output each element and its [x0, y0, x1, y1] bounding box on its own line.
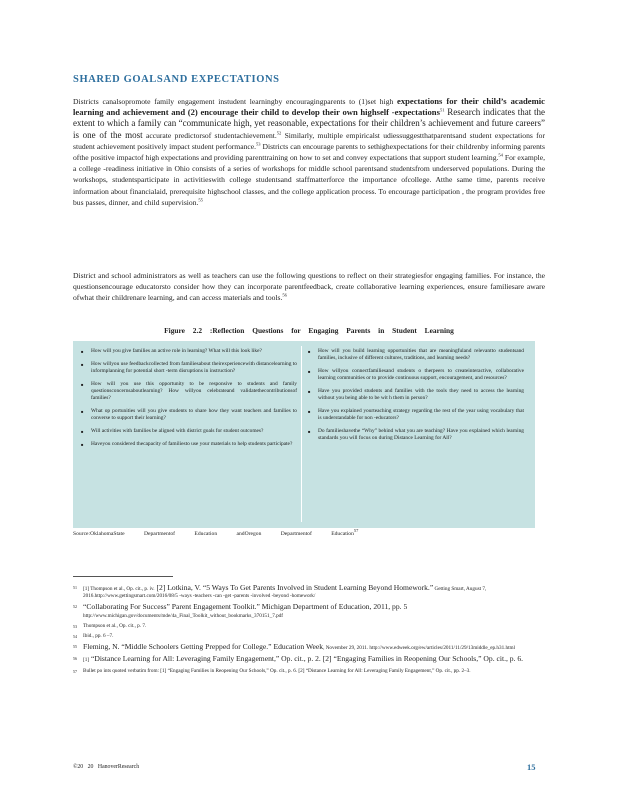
- question-item: ■ Have you explained yourteaching strategy regarding the rest of the year using vocabulary that is understandable for non -educators?: [306, 408, 524, 422]
- footnote: [73, 603, 545, 619]
- question-item: ■ How willyou use feedbackcollected from familiesabout theirexperiencewith distancelearning to informplanning for potential short -term disruptions in instruction?: [79, 361, 297, 375]
- footnote: [73, 655, 545, 664]
- paragraph-administrators: [73, 270, 545, 304]
- paragraph-lead: Districts canalsopromote family engagement instudent learningby encouragingparents to (1)set high: [73, 97, 394, 106]
- paragraph-empirical-studies: Similarly, multiple empiricalst udiessuggestthatparentsand student expectations for student achievement positively impact student performance.: [73, 130, 545, 151]
- paragraph-expectations: [73, 96, 545, 208]
- footnote-number: 51: [73, 585, 77, 590]
- question-item: ■ How will you give families an active role in learning? What will this look like?: [79, 348, 297, 355]
- bold-expectations-line-2: their own highself -expectations: [322, 107, 440, 118]
- footnote: [73, 633, 545, 640]
- figure-source-text: Source:OklahomaState Departmentof Education andOregon Departmentof Education: [73, 531, 354, 537]
- footnote-link[interactable]: http://www.michigan.gov/documents/mde/4a_Final_Toolkit_without_bookmarks_370151_7.pdf: [83, 612, 284, 619]
- figure-source: [73, 528, 545, 537]
- question-item: ■ How willyou connectfamiliesand students o therpeers to createinteractive, collaborative learning communities or to provide continuous support, encouragement, and resources?: [306, 368, 524, 382]
- bold-expectations-line-1: expectations for their child’s academic learning and achievement and (2) encourage their child to develop: [73, 96, 545, 118]
- question-item: ■ Will activities with families be aligned with district goals for student outcomes?: [79, 428, 297, 435]
- question-item: ■ Do familieshavethe “Why” behind what you are teaching? Have you explained which learning standards you will focus on during Distance Learning for All?: [306, 428, 524, 442]
- page-number: 15: [527, 762, 536, 772]
- paragraph-predictors: accurate predictorsof studentachievement.: [145, 130, 277, 140]
- footnote-text-large: “Collaborating For Success” Parent Engagement Toolkit.” Michigan Department of Education, 2011, pp. 5: [83, 602, 408, 612]
- reflection-questions-box: [73, 341, 535, 528]
- footnote: [73, 623, 545, 630]
- paragraph-ohio-example: For example, a college -readiness initiative in Ohio consists of a series of workshops for middle school parentsand studentsfrom underserved populations. During the workshops, studentsparticipate in activitieswith college studentsand staffmatterforce the importance ofcollege. Atthe same time, parents receive information about financialaid, prerequisite highschool classes, and the college application process. To encourage participation , the program provides free bus passes, dinner, and child supervision.: [73, 153, 546, 207]
- footnote-number: 52: [73, 604, 77, 610]
- footer-copyright: ©20 20 HanoverResearch: [73, 764, 140, 770]
- footnote-ref-56: 56: [282, 292, 287, 298]
- paragraph-administrators-text: District and school administrators as well as teachers can use the following questions to reflect on their strategiesfor engaging families. For instance, the questionsencourage educatorsto consider how they can incorporate parentfeedback, create collaborative learning experiences, ensure familiesare aware ofwhat their childrenare learning, and can access materials and tools.: [73, 271, 545, 303]
- questions-right-column: [306, 348, 524, 448]
- footnote-ref-52: 52: [276, 130, 282, 136]
- section-heading: SHARED GOALSAND EXPECTATIONS: [73, 74, 280, 85]
- footnote-text-large: [2] Lotkina, V. “5 Ways To Get Parents Involved in Student Learning Beyond Homework.”: [154, 583, 434, 592]
- footnote-link[interactable]: Getting Smart, August 7, 2016.http://www.gettingsmart.com/2016/08/5 -ways -teachers -can -get -parents -involved -beyond -homework/: [83, 586, 487, 600]
- question-item: ■ How will you build learning opportunities that are meaningfuland relevantto studentsand families, inclusive of different cultures, traditions, and learning needs?: [306, 348, 524, 362]
- footnotes-list: [73, 584, 545, 678]
- footnote-text-large: “Distance Learning for All: Leveraging Family Engagement,” Op. cit., p. 2. [2] “Engaging Families in Reopening Our Schools,” Op. cit., p. 6.: [89, 654, 524, 664]
- footnote: [73, 584, 545, 600]
- figure-title: Figure 2.2 :Reflection Questions for Engaging Parents in Student Learning: [164, 326, 454, 335]
- footnote-number: 53: [73, 623, 77, 629]
- footnote-number: 55: [73, 644, 77, 650]
- footnote-ref-54: 54: [498, 152, 503, 158]
- footnote-text: Bullet po ints quoted verbatim from: [1] “Engaging Families in Reopening Our Schools,” Op. cit., p. 6. [2] “Distance Learning for All: Leveraging Family Engagement,” Op. cit., pp. 2–3.: [83, 667, 471, 674]
- footnote-number: 54: [73, 634, 77, 640]
- footnote-text: Thompson et al., Op. cit., p. 7.: [83, 622, 147, 629]
- footnote-ref-53: 53: [256, 141, 261, 147]
- footnote-number: 57: [73, 668, 77, 674]
- paragraph-research-sentence: Research indicates that the extent to which a family can “communicate high, yet reasonable, expectations for their children’s achievement and future careers” is one of the most: [73, 107, 545, 140]
- footnote: [73, 643, 545, 652]
- footnote-link[interactable]: , November 29, 2011. http://www.edweek.org/ew/articles/2011/11/29/13middle_ep.h31.html: [323, 645, 515, 652]
- footnote: [73, 668, 545, 675]
- footnote-text: [1]: [83, 657, 90, 664]
- footnote-ref-57: 57: [353, 528, 359, 534]
- questions-left-column: [79, 348, 297, 454]
- footnote-text: [1] Thompson et al., Op. cit., p. iv.: [83, 586, 155, 592]
- footnote-ref-51: 51: [439, 107, 445, 113]
- footnote-text: Ibid., pp. 6 –7.: [83, 633, 114, 640]
- paragraph-districts-encourage: Districts can encourage parents to sethighexpectations for their childrenby informing parents ofthe positive impactof high expectations and providing parenttraining on how to set and convey expectations that support student learning.: [73, 141, 545, 163]
- question-item: ■ How will you use this opportunity to be responsive to students and family questionsconcernsaboutlearning? How willyou celebrateand validatethecontributionsof families?: [79, 381, 297, 402]
- question-item: ■ Haveyou considered thecapacity of familiesto use your materials to help students participate?: [79, 441, 297, 448]
- footnote-separator: [73, 576, 173, 577]
- question-item: ■ Have you provided students and families with the tools they need to access the learning without you being able to be wit h them in person?: [306, 388, 524, 402]
- footnote-ref-55: 55: [198, 197, 203, 203]
- question-item: ■ What op portunities will you give students to share how they want teachers and families to converse to support their learning?: [79, 408, 297, 422]
- footnote-number: 56: [73, 656, 77, 662]
- column-divider: [301, 346, 302, 522]
- footnote-text-large: Fleming, N. “Middle Schoolers Getting Prepped for College.” Education Week: [83, 642, 324, 652]
